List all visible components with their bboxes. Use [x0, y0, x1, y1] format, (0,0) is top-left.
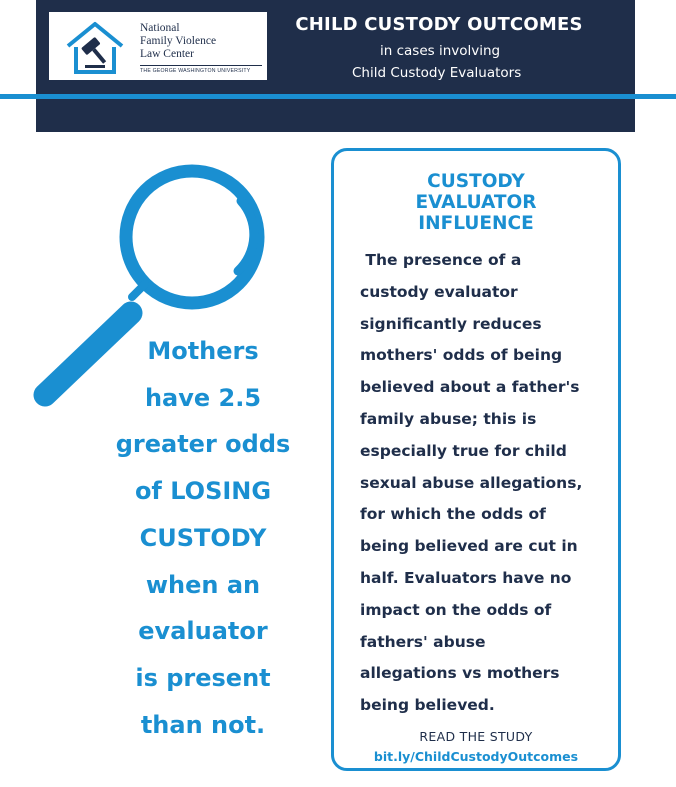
panel-title: CUSTODY EVALUATOR INFLUENCE — [415, 171, 537, 234]
read-study-label: READ THE STUDY — [419, 729, 533, 744]
page-title: CHILD CUSTODY OUTCOMES — [295, 14, 583, 35]
study-link[interactable]: bit.ly/ChildCustodyOutcomes — [373, 749, 579, 764]
logo-name: National Family Violence Law Center — [140, 22, 217, 60]
nfvlc-logo — [49, 12, 267, 80]
logo-affiliation: THE GEORGE WASHINGTON UNIVERSITY — [140, 65, 262, 74]
house-gavel-icon — [65, 21, 125, 75]
panel-body-text: The presence of a custody evaluator significantly reduces mothers' odds of being believed about a father's family abuse; this is especially true for child sexual abuse allegations, for which the odds of being believed are cut in half. Evaluators have no impact on the odds of fathers' abuse allegations vs mothers being believed. — [360, 251, 583, 715]
header-accent-stripe — [0, 94, 676, 99]
key-statistic: Mothers have 2.5 greater odds of LOSING CUSTODY when an evaluator is present than not. — [115, 337, 291, 739]
page-subtitle-line1: in cases involving — [380, 43, 501, 59]
page-subtitle-line2: Child Custody Evaluators — [352, 65, 522, 81]
evaluator-influence-panel — [331, 148, 621, 771]
